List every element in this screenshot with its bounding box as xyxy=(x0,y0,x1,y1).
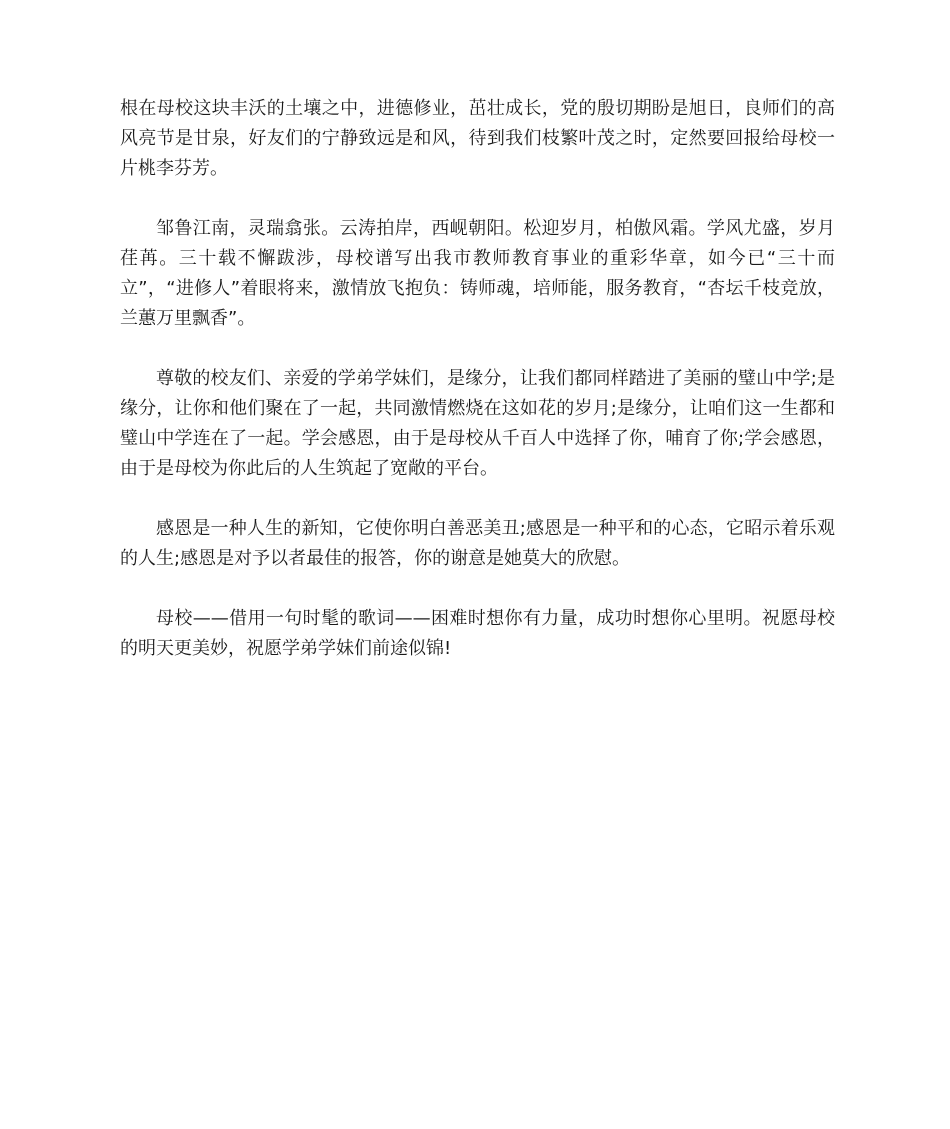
paragraph-4: 感恩是一种人生的新知，它使你明白善恶美丑;感恩是一种平和的心态，它昭示着乐观的人生;感恩是对予以者最佳的报答，你的谢意是她莫大的欣慰。 xyxy=(120,518,835,569)
paragraph-2: 邹鲁江南，灵瑞翕张。云涛拍岸，西岘朝阳。松迎岁月，柏傲风霜。学风尤盛，岁月荏苒。三十载不懈跋涉，母校谱写出我市教师教育事业的重彩华章，如今已“三十而立”，“进修人”着眼将来，激情放飞抱负：铸师魂，培师能，服务教育，“杏坛千枝竞放，兰蕙万里飘香”。 xyxy=(120,218,835,329)
paragraph-1: 根在母校这块丰沃的土壤之中，进德修业，茁壮成长，党的殷切期盼是旭日，良师们的高风亮节是甘泉，好友们的宁静致远是和风，待到我们枝繁叶茂之时，定然要回报给母校一片桃李芬芳。 xyxy=(120,98,835,179)
document-body xyxy=(120,94,835,694)
paragraph-3: 尊敬的校友们、亲爱的学弟学妹们，是缘分，让我们都同样踏进了美丽的璧山中学;是缘分，让你和他们聚在了一起，共同激情燃烧在这如花的岁月;是缘分，让咱们这一生都和璧山中学连在了一起。学会感恩，由于是母校从千百人中选择了你，哺育了你;学会感恩，由于是母校为你此后的人生筑起了宽敞的平台。 xyxy=(120,368,835,479)
paragraph-5: 母校——借用一句时髦的歌词——困难时想你有力量，成功时想你心里明。祝愿母校的明天更美妙，祝愿学弟学妹们前途似锦! xyxy=(120,608,835,659)
